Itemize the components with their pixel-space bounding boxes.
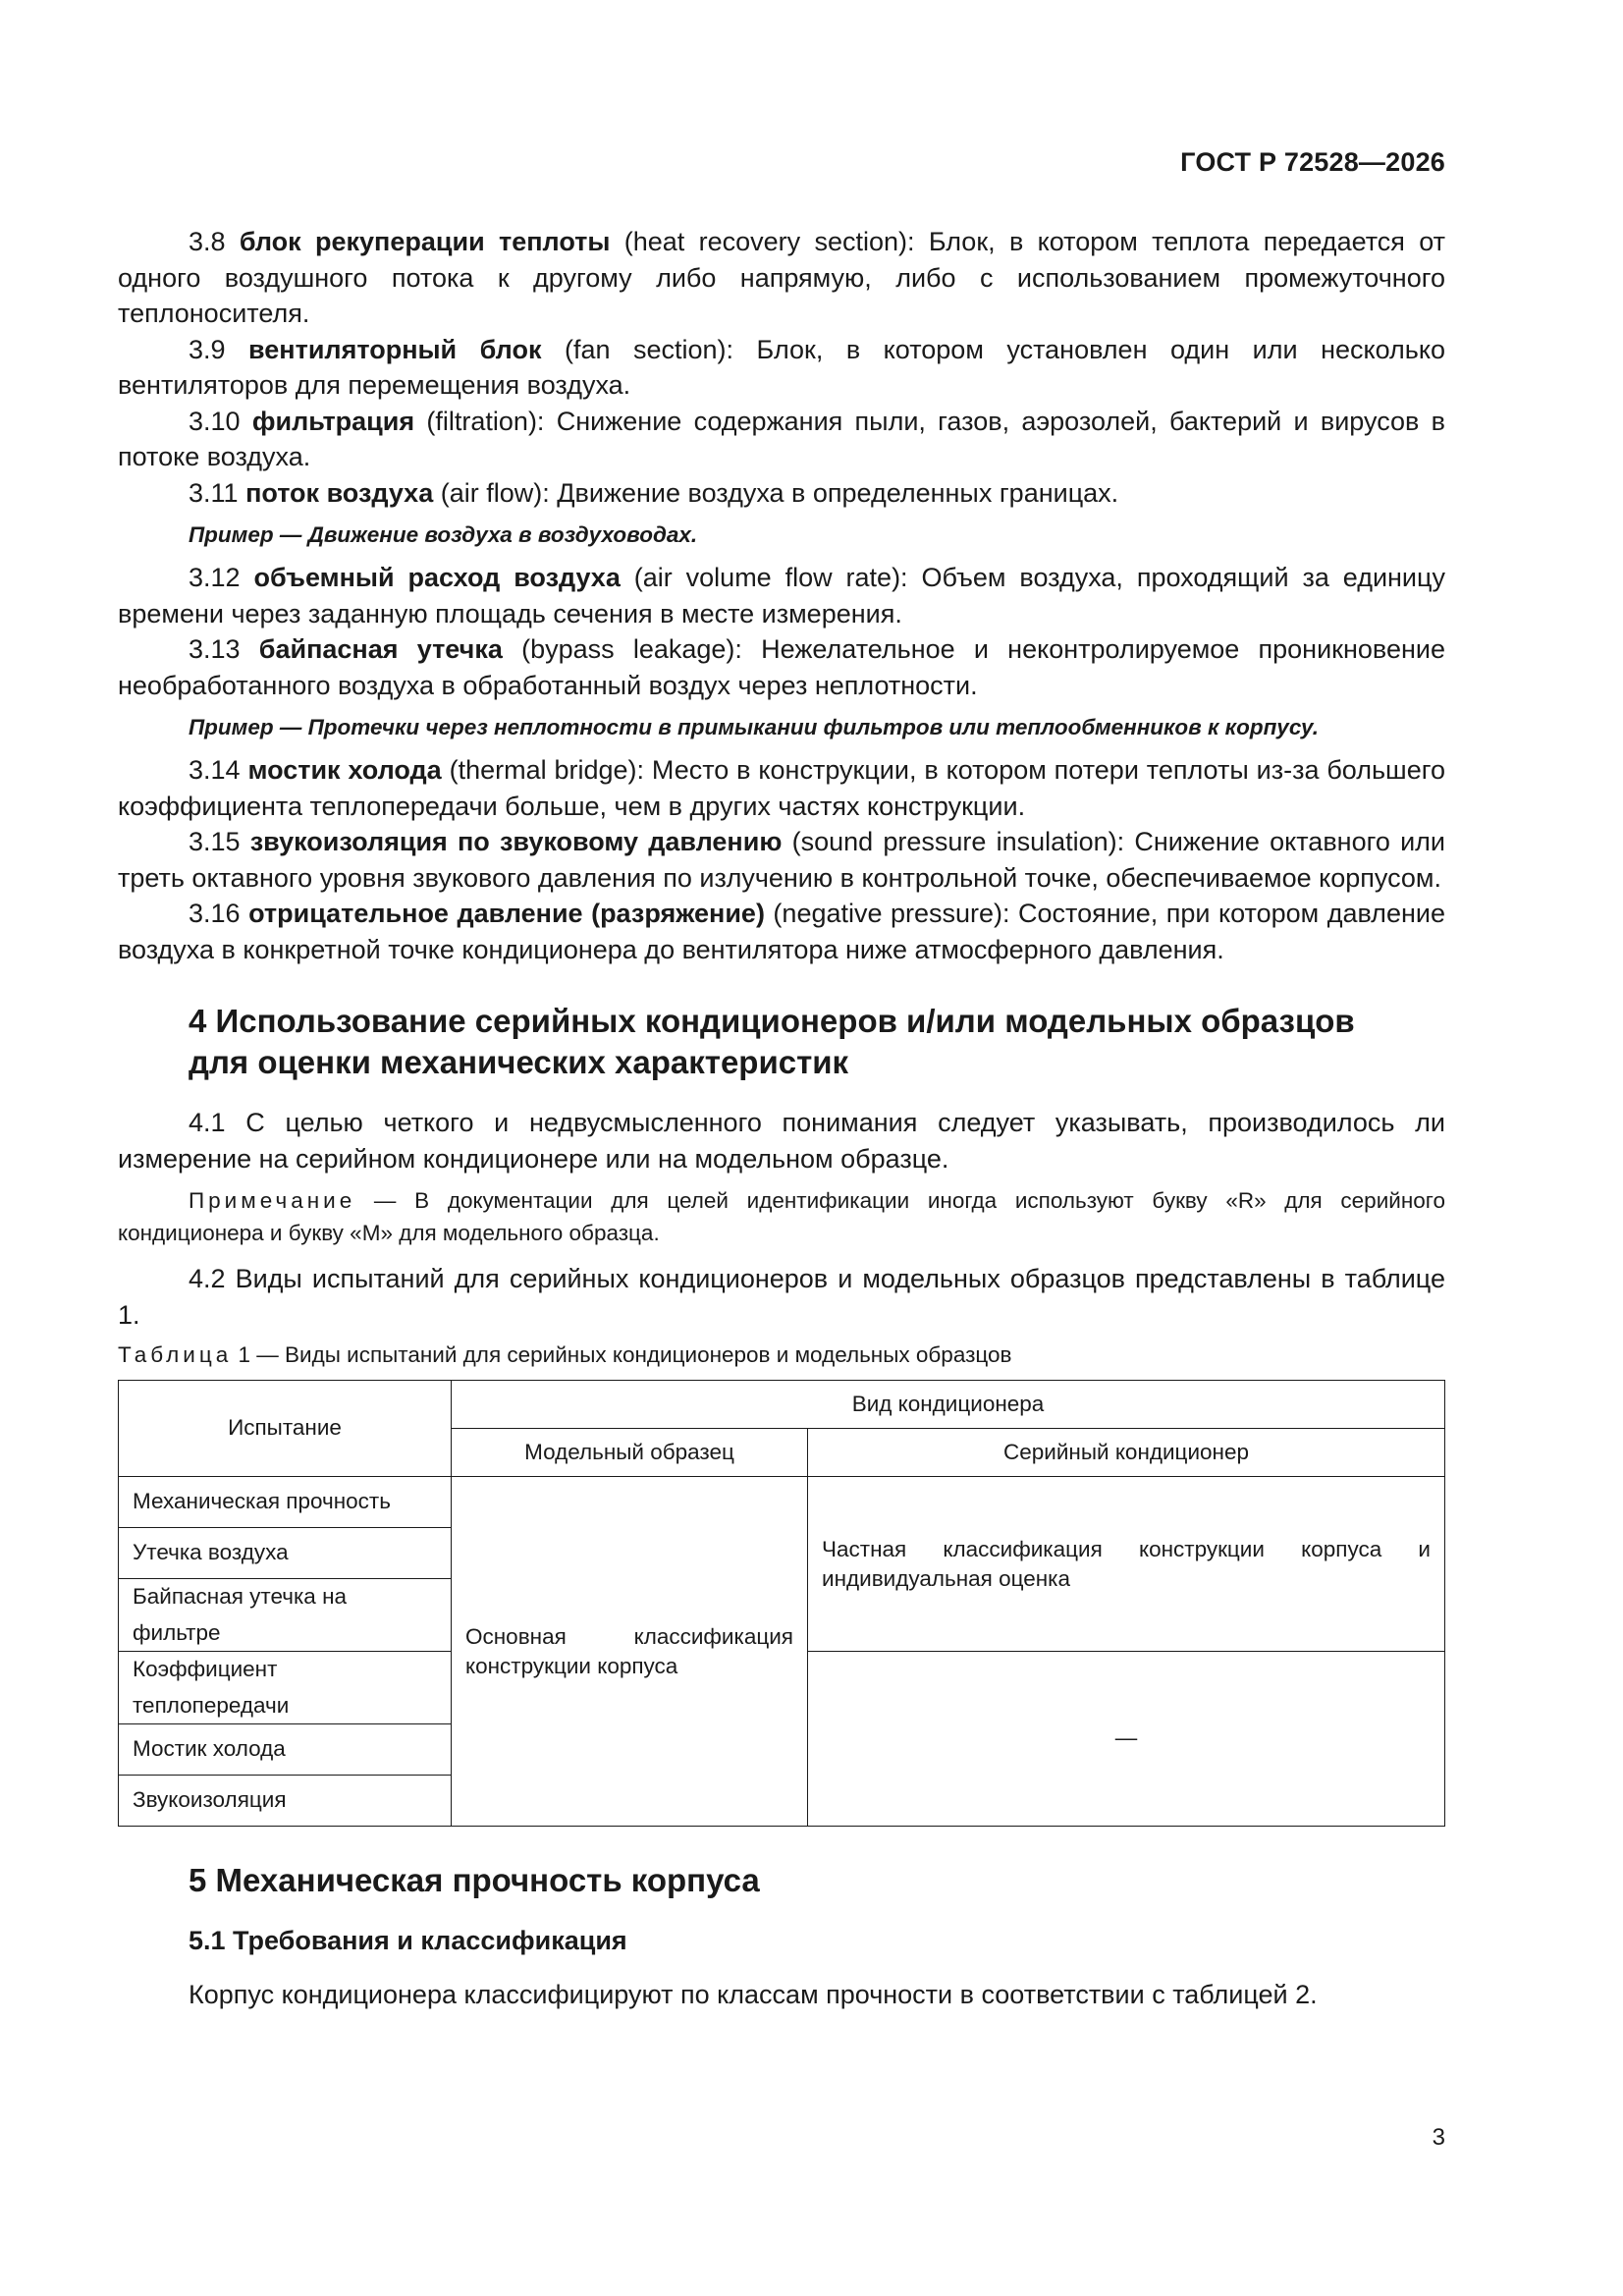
term-3-9 (118, 332, 1445, 404)
example-3-13: Пример — Протечки через неплотности в примыкании фильтров или теплообменников к корпусу. (189, 715, 1319, 739)
term-name: блок рекуперации теплоты (239, 227, 611, 256)
note-text: — В документации для целей идентификации иногда используют букву «R» для серийного кондиционера и букву «M» для модельного образца. (118, 1188, 1445, 1245)
term-name: вентиляторный блок (248, 334, 542, 364)
note-label: Примечание (189, 1188, 356, 1213)
term-name: поток воздуха (245, 477, 434, 508)
term-definition: (heat recovery section): Блок, в котором теплота передается от одного воздушного потока к другому либо напрямую, либо с использованием промежуточного теплоносителя. (118, 227, 1445, 328)
term-name: объемный расход воздуха (253, 563, 621, 592)
term-definition: (fan section): Блок, в котором установлен один или несколько вентиляторов для перемещения воздуха. (118, 334, 1445, 400)
term-number: 3.8 (189, 227, 226, 256)
term-number: 3.16 (189, 899, 241, 928)
table-1 (118, 1380, 1445, 1827)
table-row-test: Механическая прочность (119, 1477, 452, 1528)
paragraph-4-1: 4.1 С целью четкого и недвусмысленного понимания следует указывать, производилось ли измерение на серийном кондиционере или на модельном образце. (118, 1108, 1445, 1174)
term-3-13 (118, 631, 1445, 703)
example-3-11: Пример — Движение воздуха в воздуховодах. (189, 522, 698, 547)
note-4-1 (118, 1184, 1445, 1249)
term-3-16 (118, 896, 1445, 967)
term-definition: (thermal bridge): Место в конструкции, в котором потери теплоты из-за большего коэффициента теплопередачи больше, чем в других частях конструкции. (118, 755, 1445, 821)
header-conditioner-type: Вид кондиционера (452, 1381, 1445, 1429)
term-number: 3.11 (189, 477, 239, 508)
serial-classification: Частная классификация конструкции корпуса и индивидуальная оценка (808, 1477, 1445, 1652)
term-definition: (air flow): Движение воздуха в определенных границах. (433, 477, 1119, 508)
document-id: ГОСТ Р 72528—2026 (1180, 147, 1445, 177)
table-row-test: Мостик холода (119, 1724, 452, 1776)
section-4-title-line1: 4 Использование серийных кондиционеров и/или модельных образцов (189, 1003, 1355, 1039)
paragraph-5-1: Корпус кондиционера классифицируют по классам прочности в соответствии с таблицей 2. (189, 1979, 1318, 2009)
paragraph-4-2: 4.2 Виды испытаний для серийных кондиционеров и модельных образцов представлены в таблице 1. (118, 1264, 1445, 1330)
table-row-test: Звукоизоляция (119, 1776, 452, 1827)
term-3-8 (118, 224, 1445, 332)
term-3-14 (118, 752, 1445, 824)
table-row-test: Коэффициент теплопередачи (119, 1652, 452, 1724)
term-name: байпасная утечка (258, 634, 503, 664)
term-number: 3.12 (189, 563, 241, 592)
header-serial-unit: Серийный кондиционер (808, 1429, 1445, 1477)
table-row-test: Байпасная утечка на фильтре (119, 1579, 452, 1652)
term-3-12 (118, 560, 1445, 631)
header-test: Испытание (119, 1381, 452, 1477)
term-name: звукоизоляция по звуковому давлению (249, 827, 783, 856)
term-3-11 (118, 475, 1445, 512)
term-name: отрицательное давление (разряжение) (248, 899, 765, 928)
term-number: 3.9 (189, 334, 226, 364)
page-body (118, 224, 1445, 2012)
section-5-heading: 5 Механическая прочность корпуса (189, 1862, 760, 1898)
header-model-sample: Модельный образец (452, 1429, 808, 1477)
term-name: мостик холода (247, 755, 442, 785)
page-number: 3 (1432, 2124, 1445, 2151)
table-caption-label: Таблица (118, 1342, 233, 1367)
term-definition: (sound pressure insulation): Снижение октавного или треть октавного уровня звукового давления по излучению в контрольной точке, обеспечиваемое корпусом. (118, 827, 1445, 893)
table-1-caption (118, 1340, 1445, 1370)
term-number: 3.15 (189, 827, 241, 856)
term-definition: (filtration): Снижение содержания пыли, газов, аэрозолей, бактерий и вирусов в потоке воздуха. (118, 406, 1445, 471)
serial-not-applicable: — (808, 1652, 1445, 1827)
term-name: фильтрация (251, 406, 415, 436)
term-definition: (negative pressure): Состояние, при котором давление воздуха в конкретной точке кондиционера до вентилятора ниже атмосферного давления. (118, 899, 1445, 964)
term-definition: (bypass leakage): Нежелательное и неконтролируемое проникновение необработанного воздуха в обработанный воздух через неплотности. (118, 634, 1445, 700)
subsection-5-1-heading: 5.1 Требования и классификация (189, 1926, 627, 1955)
model-classification: Основная классификация конструкции корпуса (452, 1477, 808, 1827)
term-3-15 (118, 824, 1445, 896)
section-4-heading (189, 1001, 1445, 1083)
table-row-test: Утечка воздуха (119, 1528, 452, 1579)
section-4-title-line2: для оценки механических характеристик (189, 1044, 849, 1080)
term-number: 3.14 (189, 755, 241, 785)
term-number: 3.10 (189, 406, 241, 436)
term-definition: (air volume flow rate): Объем воздуха, проходящий за единицу времени через заданную площадь сечения в месте измерения. (118, 563, 1445, 629)
term-3-10 (118, 404, 1445, 475)
term-number: 3.13 (189, 634, 241, 664)
table-caption-text: 1 — Виды испытаний для серийных кондиционеров и модельных образцов (232, 1342, 1012, 1367)
